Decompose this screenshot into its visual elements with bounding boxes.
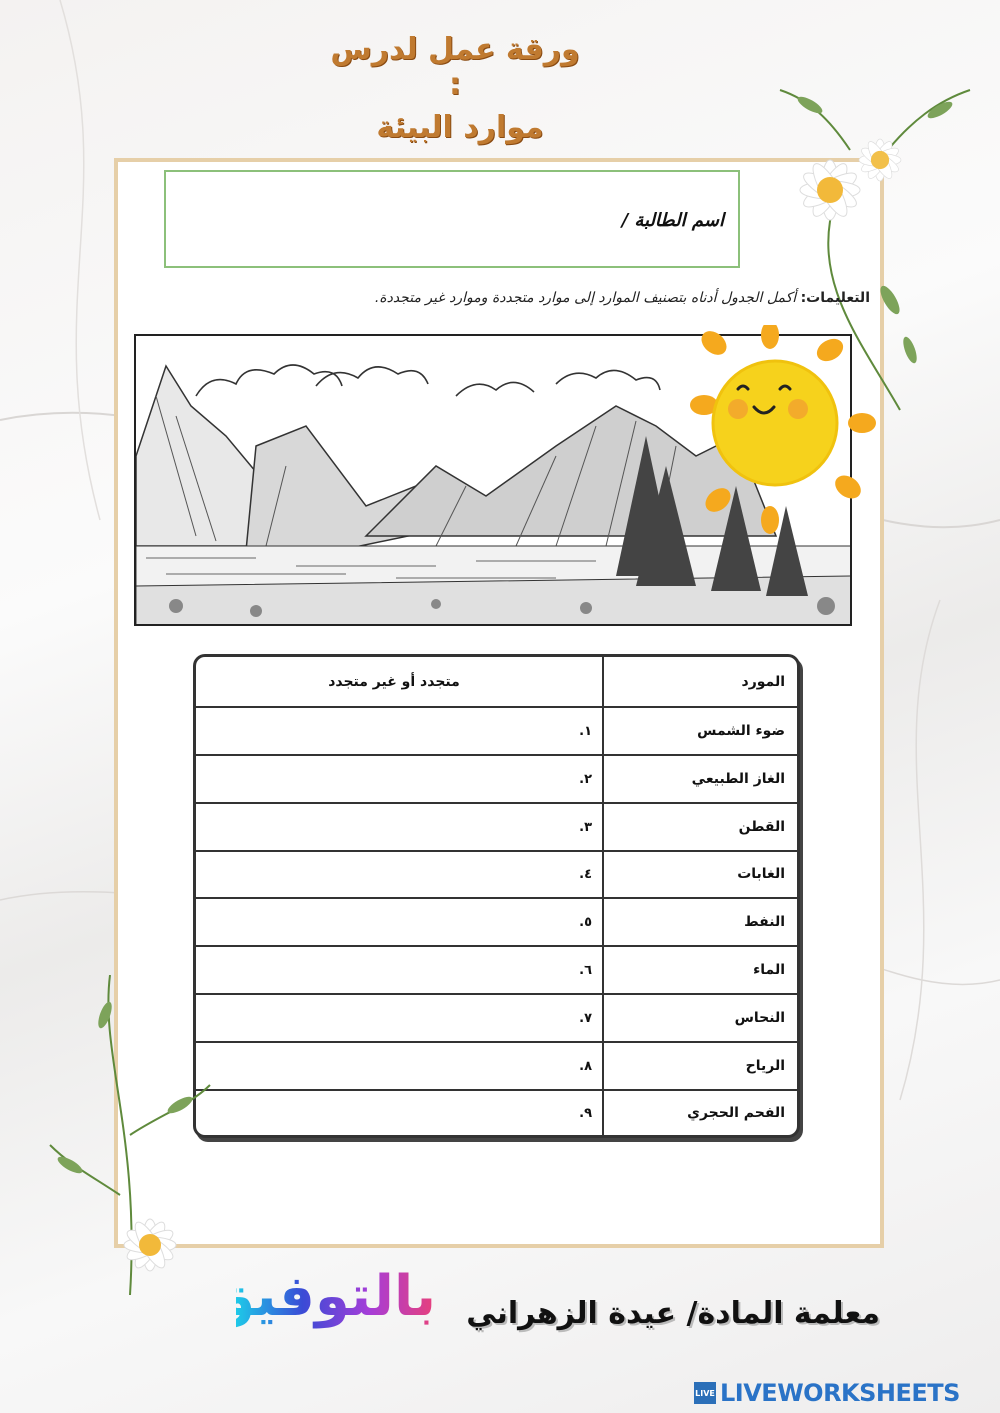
resource-name: الرياح xyxy=(603,1042,797,1090)
liveworksheets-logo-icon: LIVE xyxy=(694,1382,716,1404)
table-row xyxy=(196,755,797,803)
classification-answer-cell[interactable] xyxy=(196,851,603,899)
classification-answer-cell[interactable] xyxy=(196,755,603,803)
instructions-body: أكمل الجدول أدناه بتصنيف الموارد إلى موارد متجددة وموارد غير متجددة. xyxy=(374,290,797,306)
classification-answer-cell[interactable] xyxy=(196,898,603,946)
resources-table xyxy=(193,654,800,1138)
landscape-illustration xyxy=(134,334,852,626)
classification-answer-cell[interactable] xyxy=(196,994,603,1042)
student-name-label: اسم الطالبة / xyxy=(621,210,724,231)
row-number: ٧. xyxy=(579,1010,592,1026)
table-row xyxy=(196,707,797,755)
table-row xyxy=(196,803,797,851)
header-resource: المورد xyxy=(603,657,797,707)
liveworksheets-brand[interactable] xyxy=(694,1378,994,1408)
resource-name: القطن xyxy=(603,803,797,851)
classification-answer-cell[interactable] xyxy=(196,803,603,851)
row-number: ٩. xyxy=(579,1105,592,1121)
worksheet-title: ورقة عمل لدرس : xyxy=(330,32,580,102)
row-number: ٢. xyxy=(579,771,592,787)
instructions-label: التعليمات: xyxy=(800,290,870,306)
classification-answer-cell[interactable] xyxy=(196,1042,603,1090)
row-number: ٨. xyxy=(579,1058,592,1074)
classification-answer-cell[interactable] xyxy=(196,707,603,755)
row-number: ٥. xyxy=(579,915,592,931)
resource-name: النحاس xyxy=(603,994,797,1042)
table-row xyxy=(196,851,797,899)
teacher-name: معلمة المادة/ عيدة الزهراني xyxy=(466,1296,880,1331)
resource-name: الماء xyxy=(603,946,797,994)
table-row xyxy=(196,1042,797,1090)
resource-name: الفحم الحجري xyxy=(603,1090,797,1135)
resource-name: الغاز الطبيعي xyxy=(603,755,797,803)
table-header-row xyxy=(196,657,797,707)
table-row xyxy=(196,994,797,1042)
resource-name: النفط xyxy=(603,898,797,946)
row-number: ٣. xyxy=(579,819,592,835)
resource-name: ضوء الشمس xyxy=(603,707,797,755)
table-row xyxy=(196,1090,797,1135)
row-number: ٤. xyxy=(579,867,592,883)
instructions-text xyxy=(340,290,870,306)
resource-name: الغابات xyxy=(603,851,797,899)
row-number: ١. xyxy=(579,723,592,739)
table-row xyxy=(196,898,797,946)
header-classification: متجدد أو غير متجدد xyxy=(196,657,603,707)
table-row xyxy=(196,946,797,994)
classification-answer-cell[interactable] xyxy=(196,1090,603,1135)
lesson-title: موارد البيئة xyxy=(376,110,544,145)
brand-name: LIVEWORKSHEETS xyxy=(720,1379,960,1407)
good-luck-text: بالتوفيق xyxy=(204,1264,436,1329)
row-number: ٦. xyxy=(579,963,592,979)
classification-answer-cell[interactable] xyxy=(196,946,603,994)
student-name-box[interactable] xyxy=(164,170,740,268)
